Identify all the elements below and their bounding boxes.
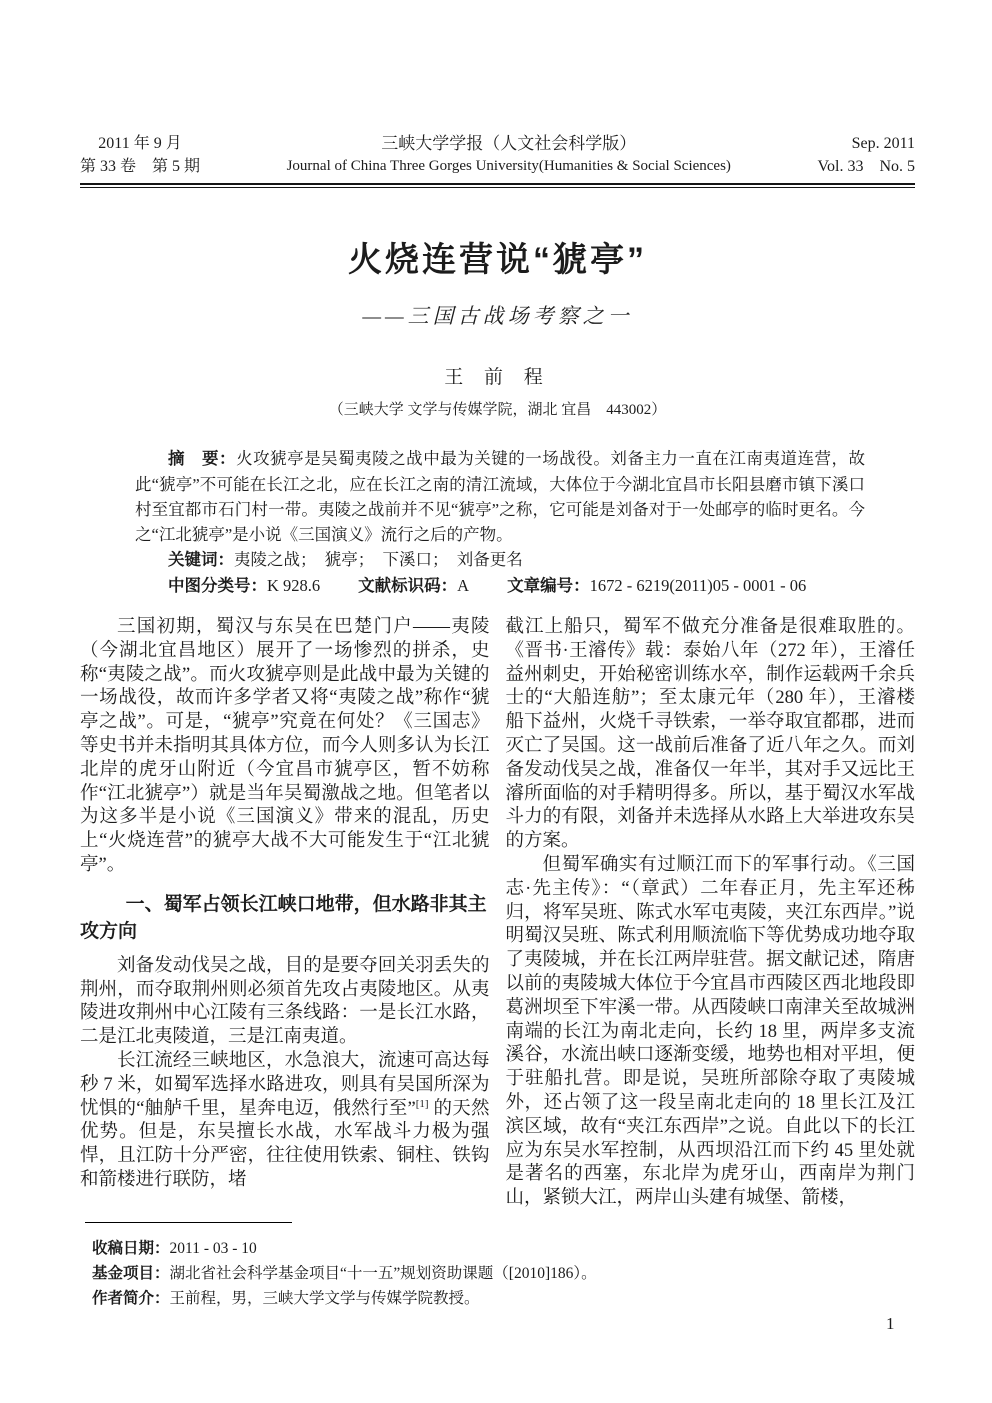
page-number: 1 xyxy=(886,1314,895,1333)
right-column xyxy=(506,616,916,1217)
footnote-block xyxy=(92,1236,852,1311)
paragraph: 长江流经三峡地区，水急浪大，流速可高达每秒 7 米，如蜀军选择水路进攻，则具有吴国所深为忧惧的“舳舻千里，星奔电迈，俄然行至”[1] 的天然优势。但是，东吴擅长水战，水军战斗力极为强悍，且江防十分严密，往往使用铁索、铜柱、铁钩和箭楼进行联防，堵 xyxy=(80,1050,490,1190)
journal-title-block xyxy=(200,132,817,178)
abstract-label: 摘 要： xyxy=(168,450,237,468)
header-date-cn: 2011 年 9 月 xyxy=(98,135,182,152)
journal-header xyxy=(80,0,915,178)
keywords xyxy=(135,547,865,573)
article-subtitle: ——三国古战场考察之一 xyxy=(362,304,633,328)
journal-name-cn: 三峡大学学报（人文社会科学版） xyxy=(381,134,637,153)
keywords-text: 夷陵之战； 猇亭； 下溪口； 刘备更名 xyxy=(234,550,523,569)
paragraph: 截江上船只，蜀军不做充分准备是很难取胜的。《晋书·王濬传》载：泰始八年（272 年），王濬任益州刺史，开始秘密训练水卒，制作运载两千余兵士的“大船连舫”；至太康元年（280 年），王濬楼船下益州，火烧千寻铁索，一举夺取宜都郡，进而灭亡了吴国。这一战前后准备了近八年之久。而刘备发动伐吴之战，准备仅一年半，其对手又远比王濬所面临的对手精明得多。所以，基于蜀汉水军战斗力的有限，刘备并未选择从水路上大举进攻东吴的方案。 xyxy=(505,617,915,852)
keywords-label: 关键词： xyxy=(168,551,234,569)
header-issue-block-cn xyxy=(80,132,200,178)
paragraph: 三国初期，蜀汉与东吴在巴楚门户——夷陵（今湖北宜昌地区）展开了一场惨烈的拼杀，史称“夷陵之战”。而火攻猇亭则是此战中最为关键的一场战役，故而许多学者又将“夷陵之战”称作“猇亭之战”。可是，“猇亭”究竟在何处？《三国志》等史书并未指明其具体方位，而今人则多认为长江北岸的虎牙山附近（今宜昌市猇亭区，暂不妨称作“江北猇亭”）就是当年吴蜀激战之地。但笔者以为这多半是小说《三国演义》带来的混乱，历史上“火烧连营”的猇亭大战不大可能发生于“江北猇亭”。 xyxy=(80,617,490,875)
citation-ref-1: [1] xyxy=(415,1097,429,1110)
header-volume-cn: 第 33 卷 第 5 期 xyxy=(80,158,201,175)
classification-line xyxy=(135,573,865,599)
journal-name-en: Journal of China Three Gorges University(Humanities & Social Sciences) xyxy=(286,158,731,174)
article-body xyxy=(80,616,915,1217)
section-heading-1: 一、蜀军占领长江峡口地带，但水路非其主攻方向 xyxy=(80,893,487,942)
left-column xyxy=(80,616,490,1217)
article-id: 文章编号：1672 - 6219(2011)05 - 0001 - 06 xyxy=(507,576,807,595)
received-date: 收稿日期：2011 - 03 - 10 xyxy=(92,1240,257,1257)
header-issue-block-en xyxy=(818,132,916,178)
author-name: 王 前 程 xyxy=(444,367,551,388)
abstract-text: 火攻猇亭是吴蜀夷陵之战中最为关键的一场战役。刘备主力一直在江南夷道连营，故此“猇亭”不可能在长江之北，应在长江之南的清江流域，大体位于今湖北宜昌市长阳县磨市镇下溪口村至宜都市石门村一带。夷陵之战前并不见“猇亭”之称，它可能是刘备对于一处邮亭的临时更名。今之“江北猇亭”是小说《三国演义》流行之后的产物。 xyxy=(135,449,866,544)
clc-number: 中图分类号：K 928.6 xyxy=(168,576,321,595)
header-date-en: Sep. 2011 xyxy=(851,135,915,152)
author-affiliation: （三峡大学 文学与传媒学院，湖北 宜昌 443002） xyxy=(328,402,667,418)
paragraph: 但蜀军确实有过顺江而下的军事行动。《三国志·先主传》：“（章武）二年春正月，先主军还秭归，将军吴班、陈式水军屯夷陵，夹江东西岸。”说明蜀汉吴班、陈式利用顺流临下等优势成功地夺取了夷陵城，并在长江两岸驻营。据文献记述，隋唐以前的夷陵城大体位于今宜昌市西陵区西北地段即葛洲坝至下牢溪一带。从西陵峡口南津关至故城洲南端的长江为南北走向，长约 18 里，两岸多支流溪谷，水流出峡口逐渐变缓，地势也相对平坦，便于驻船扎营。即是说，吴班所部除夺取了夷陵城外，还占领了这一段呈南北走向的 18 里长江及江滨区域，故有“夹江东西岸”之说。自此以下的长江应为东吴水军控制，从西坝沿江而下约 45 里处就是著名的西塞，东北岸为虎牙山，西南岸为荆门山，紧锁大江，两岸山头建有城堡、箭楼， xyxy=(505,854,915,1209)
fund-project: 基金项目：湖北省社会科学基金项目“十一五”规划资助课题（[2010]186）。 xyxy=(92,1265,597,1282)
abstract xyxy=(135,446,865,547)
document-code: 文献标识码：A xyxy=(358,576,470,595)
author-bio: 作者简介：王前程，男，三峡大学文学与传媒学院教授。 xyxy=(92,1290,480,1307)
footnote-divider-rule xyxy=(85,1222,292,1223)
paragraph: 刘备发动伐吴之战，目的是要夺回关羽丢失的荆州，而夺取荆州则必须首先攻占夷陵地区。从夷陵进攻荆州中心江陵有三条线路：一是长江水路，二是江北夷陵道，三是江南夷道。 xyxy=(80,955,490,1048)
article-meta xyxy=(135,446,865,599)
header-divider-rule xyxy=(80,183,915,188)
header-volume-en: Vol. 33 No. 5 xyxy=(817,158,915,175)
article-title: 火烧连营说“猇亭” xyxy=(348,241,647,279)
